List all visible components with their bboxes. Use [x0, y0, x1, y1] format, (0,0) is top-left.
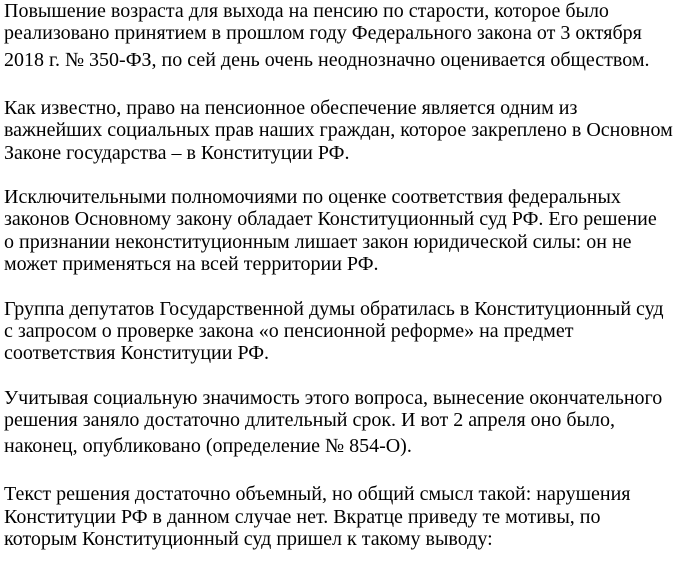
text-line: о признании неконституционным лишает закон юридической силы: он не	[4, 230, 632, 253]
text-line: Группа депутатов Государственной думы обратилась в Конституционный суд	[4, 297, 664, 320]
text-line: важнейших социальных прав наших граждан, которое закреплено в Основном	[4, 119, 673, 142]
text-line: с запросом о проверке закона «о пенсионной реформе» на предмет	[4, 319, 574, 342]
text-line: решения заняло достаточно длительный срок. И вот 2 апреля оно было,	[4, 409, 615, 432]
text-line: Законе государства – в Конституции РФ.	[4, 141, 350, 164]
paragraph-6	[4, 483, 694, 550]
paragraph-1	[4, 0, 694, 73]
paragraph-4	[4, 298, 694, 365]
text-line: 2018 г. № 350-ФЗ, по сей день очень неоднозначно оценивается обществом.	[4, 48, 650, 71]
text-line: Как известно, право на пенсионное обеспечение является одним из	[4, 96, 578, 119]
document-body	[4, 0, 694, 551]
text-line: Исключительными полномочиями по оценке соответствия федеральных	[4, 185, 621, 208]
text-line: реализовано принятием в прошлом году Федерального закона от 3 октября	[4, 22, 642, 45]
paragraph-2	[4, 97, 694, 164]
text-line: которым Конституционный суд пришел к такому выводу:	[4, 528, 493, 551]
text-line: Повышение возраста для выхода на пенсию по старости, которое было	[4, 0, 609, 22]
paragraph-5	[4, 387, 694, 460]
text-line: соответствия Конституции РФ.	[4, 342, 270, 365]
paragraph-3	[4, 186, 694, 276]
text-line: законов Основному закону обладает Конституционный суд РФ. Его решение	[4, 208, 657, 231]
text-line: Учитывая социальную значимость этого вопроса, вынесение окончательного	[4, 386, 663, 409]
text-line: наконец, опубликовано (определение № 854-О).	[4, 435, 412, 458]
text-line: Текст решения достаточно объемный, но общий смысл такой: нарушения	[4, 483, 631, 506]
text-line: может применяться на всей территории РФ.	[4, 253, 379, 276]
text-line: Конституции РФ в данном случае нет. Вкратце приведу те мотивы, по	[4, 505, 601, 528]
